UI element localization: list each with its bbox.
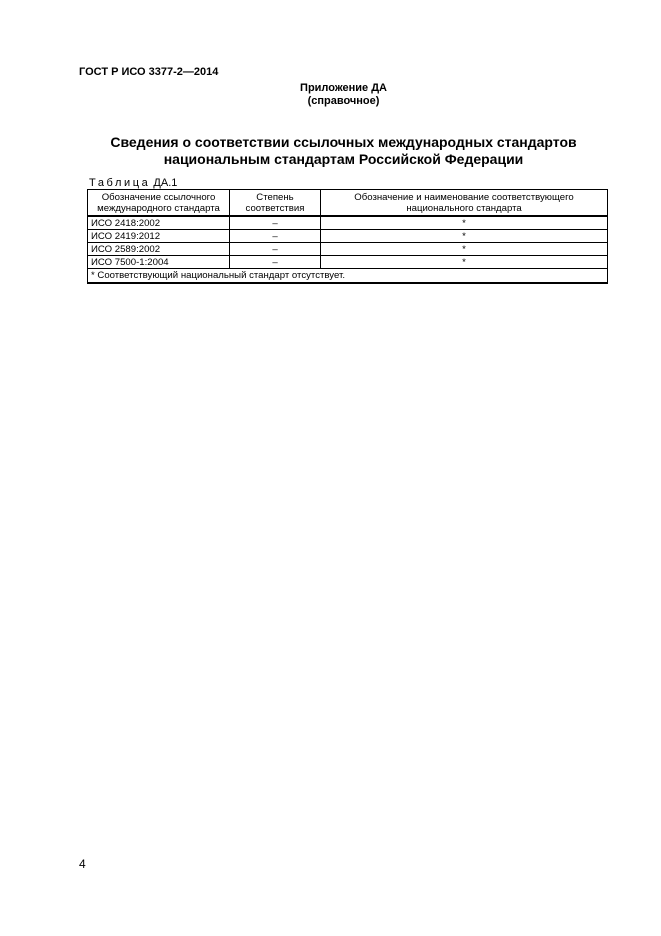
table-row [88,216,608,230]
table-caption-word: Таблица [89,177,151,189]
table-row [88,243,608,256]
cell-degree: – [230,256,321,269]
reference-standards-table [87,189,608,284]
table-caption-number: ДА.1 [153,177,178,189]
table-caption [89,177,177,189]
cell-national-standard: * [321,230,608,243]
cell-degree: – [230,216,321,230]
cell-national-standard: * [321,243,608,256]
section-title-line-1: Сведения о соответствии ссылочных международных стандартов [110,134,577,150]
table-header-row [88,190,608,217]
cell-degree: – [230,230,321,243]
section-title-line-2: национальным стандартам Российской Федерации [163,151,524,167]
document-code: ГОСТ Р ИСО 3377-2—2014 [79,66,219,78]
page-number: 4 [79,857,86,871]
cell-national-standard: * [321,216,608,230]
table-note-row [88,269,608,284]
column-header-national-standard: Обозначение и наименование соответствующего национального стандарта [321,190,608,217]
column-header-designation: Обозначение ссылочного международного стандарта [88,190,230,217]
table-row [88,256,608,269]
cell-degree: – [230,243,321,256]
cell-national-standard: * [321,256,608,269]
cell-designation: ИСО 7500-1:2004 [88,256,230,269]
annex-subtitle: (справочное) [307,95,380,107]
table-row [88,230,608,243]
table-footnote: * Соответствующий национальный стандарт отсутствует. [88,269,608,284]
cell-designation: ИСО 2418:2002 [88,216,230,230]
cell-designation: ИСО 2419:2012 [88,230,230,243]
column-header-degree: Степень соответствия [230,190,321,217]
cell-designation: ИСО 2589:2002 [88,243,230,256]
annex-title: Приложение ДА [300,82,387,94]
